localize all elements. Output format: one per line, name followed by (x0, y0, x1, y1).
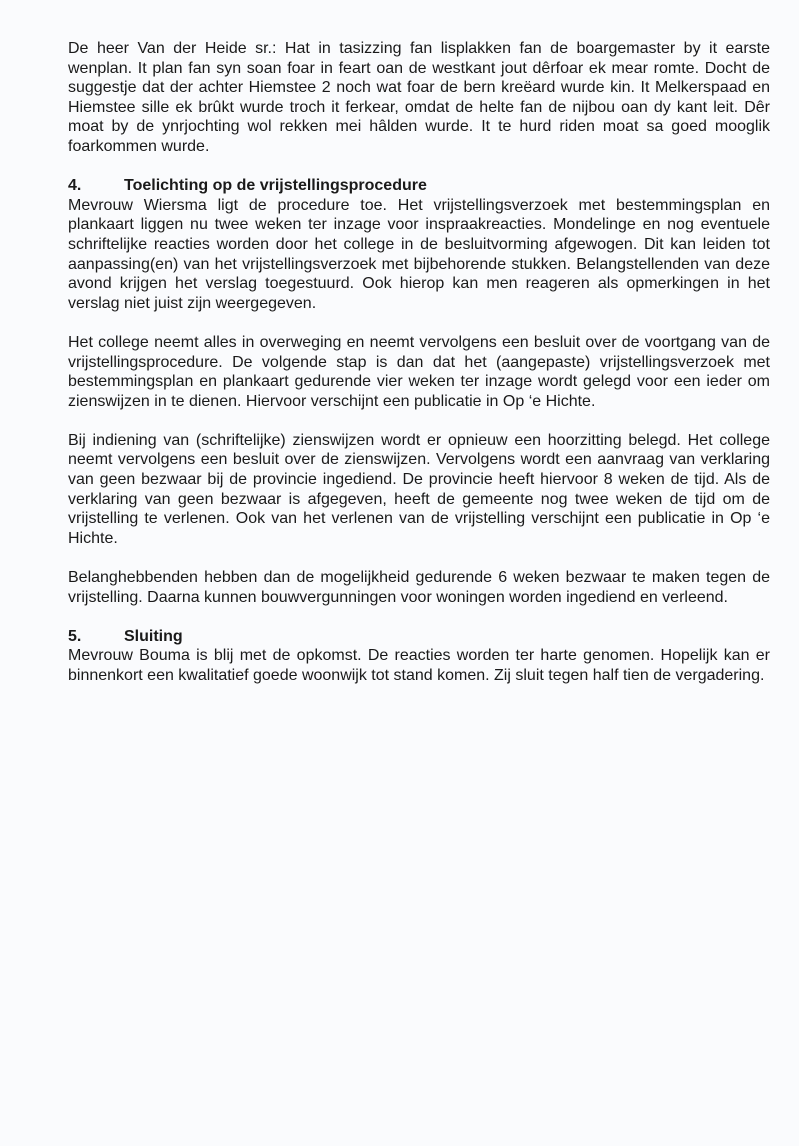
section-number: 4. (68, 177, 82, 195)
section-title: Toelichting op de vrijstellingsprocedure (124, 177, 427, 195)
section-toelichting (68, 176, 770, 607)
section-number: 5. (68, 627, 82, 645)
section-sluiting (68, 627, 770, 686)
section-heading (68, 627, 770, 647)
paragraph: Belanghebbenden hebben dan de mogelijkheid gedurende 6 weken bezwaar te maken tegen de vrijstelling. Daarna kunnen bouwvergunningen voor woningen worden ingediend en verleend. (68, 569, 770, 606)
intro-paragraph: De heer Van der Heide sr.: Hat in tasizzing fan lisplakken fan de boargemaster by it earste wenplan. It plan fan syn soan foar in feart oan de westkant jout dêrfoar ek mear romte. Docht de suggestje dat der achter Hiemstee 2 noch wat foar de bern kreëard wurde kin. It Melkerspaad en Hiemstee sille ek brûkt wurde troch it ferkear, omdat de helte fan de nijbou oan dy kant leit. Dêr moat by de ynrjochting wol rekken mei hâlden wurde. It te hurd riden moat sa goed mooglik foarkommen wurde. (68, 40, 770, 155)
paragraph: Bij indiening van (schriftelijke) zienswijzen wordt er opnieuw een hoorzitting belegd. Het college neemt vervolgens een besluit over de zienswijzen. Vervolgens wordt een aanvraag van verklaring van geen bezwaar bij de provincie ingediend. De provincie heeft hiervoor 8 weken de tijd. Als de verklaring van geen bezwaar is afgegeven, heeft de gemeente nog twee weken de tijd om de vrijstelling te verlenen. Ook van het verlenen van de vrijstelling verschijnt een publicatie in Op ‘e Hichte. (68, 431, 770, 547)
section-heading (68, 176, 770, 196)
document-page (68, 39, 770, 705)
paragraph: Het college neemt alles in overweging en neemt vervolgens een besluit over de voortgang van de vrijstellingsprocedure. De volgende stap is dan dat het (aangepaste) vrijstellingsverzoek met bestemmingsplan en plankaart gedurende vier weken ter inzage wordt gelegd voor een ieder om zienswijzen in te dienen. Hiervoor verschijnt een publicatie in Op ‘e Hichte. (68, 333, 770, 410)
paragraph: Mevrouw Bouma is blij met de opkomst. De reacties worden ter harte genomen. Hopelijk kan er binnenkort een kwalitatief goede woonwijk tot stand komen. Zij sluit tegen half tien de vergadering. (68, 647, 770, 684)
section-title: Sluiting (124, 627, 183, 645)
paragraph: Mevrouw Wiersma ligt de procedure toe. Het vrijstellingsverzoek met bestemmingsplan en plankaart liggen nu twee weken ter inzage voor inspraakreacties. Mondelinge en nog eventuele schriftelijke reacties worden door het college in de besluitvorming afgewogen. Dit kan leiden tot aanpassing(en) van het vrijstellingsverzoek met bijbehorende stukken. Belangstellenden van deze avond krijgen het verslag toegestuurd. Ook hierop kan men reageren als opmerkingen in het verslag niet juist zijn weergegeven. (68, 196, 770, 312)
